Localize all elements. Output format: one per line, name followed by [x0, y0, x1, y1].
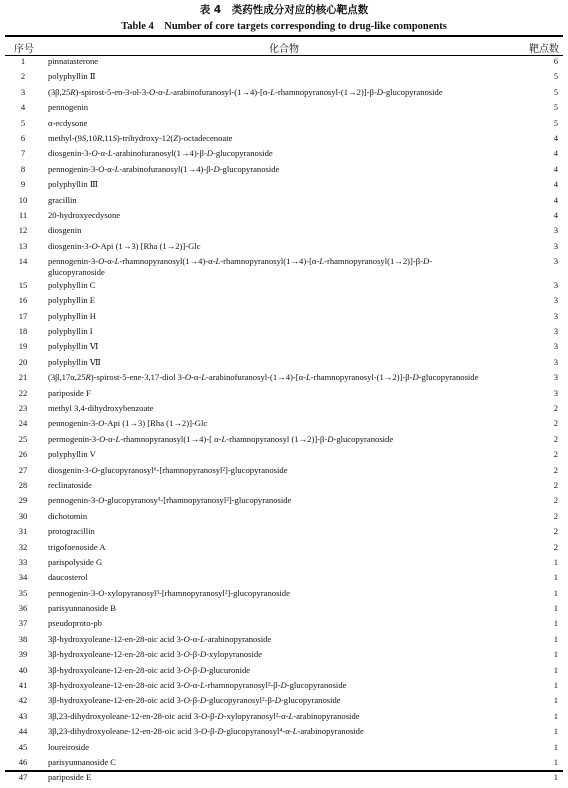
row-target-count: 1 — [553, 741, 558, 752]
row-compound: parisyunnanoside C — [48, 756, 117, 767]
row-compound: pennogenin-3-O-glucopyranosy³-[rhamnopyranosyl²]-glucopyranoside — [48, 495, 292, 506]
row-number: 9 — [20, 179, 26, 190]
row-compound: permogenin-3-O-α-L-rhamnopyranosyl(1→4)-[ α-L-rhamnopyranosyl (1→2)]-β-D-glucopyranoside — [48, 433, 394, 444]
row-number: 22 — [18, 387, 28, 398]
row-number: 3 — [20, 86, 26, 97]
row-target-count: 1 — [553, 680, 558, 691]
row-target-count: 1 — [553, 587, 558, 598]
row-number: 13 — [18, 240, 28, 251]
table-row — [5, 726, 563, 741]
row-number: 36 — [18, 603, 28, 614]
row-number: 34 — [18, 572, 28, 583]
row-compound: 20-hydroxyecdysone — [48, 209, 121, 220]
row-target-count: 6 — [553, 56, 558, 66]
row-compound: diosgenin-3-O-Api (1→3) [Rha (1→2)]-Glc — [48, 240, 201, 251]
row-number: 35 — [18, 587, 28, 598]
row-target-count: 4 — [553, 163, 558, 174]
table-row — [5, 480, 563, 495]
table-caption-en: Table 4 Number of core targets corresponding to drug-like components — [121, 21, 447, 32]
row-number: 10 — [18, 194, 28, 205]
row-number: 15 — [18, 279, 28, 290]
bottom-rule — [5, 770, 563, 772]
row-target-count: 3 — [553, 326, 558, 337]
table-row — [5, 280, 563, 295]
row-compound: 3β-hydroxyoleane-12-en-28-oic acid 3-O-β-D-glucopyranosyl²-β-D-glucopyranoside — [48, 695, 341, 706]
row-compound: 3β-hydroxyoleane-12-en-28-oic acid 3-O-β-D-xylopyranoside — [48, 649, 263, 660]
row-target-count: 1 — [553, 695, 558, 706]
row-number: 37 — [18, 618, 28, 629]
row-target-count: 3 — [553, 295, 558, 306]
row-target-count: 1 — [553, 710, 558, 721]
row-compound: parisyunnanoside B — [48, 603, 117, 614]
row-target-count: 3 — [553, 256, 558, 267]
row-number: 5 — [20, 117, 26, 128]
row-compound: 3β,23-dihydroxyoleane-12-en-28-oic acid 3-O-β-D-glucopyranosyl⁴-α-L-arabinopyranoside — [48, 726, 364, 737]
row-number: 11 — [18, 209, 28, 220]
row-number: 27 — [18, 464, 28, 475]
row-target-count: 1 — [553, 572, 558, 583]
row-number: 31 — [18, 526, 28, 537]
row-number: 46 — [18, 756, 28, 767]
row-compound: methyl 3,4-dihydroxybenzoate — [48, 403, 154, 413]
table-row — [5, 87, 563, 102]
row-target-count: 2 — [553, 510, 558, 521]
row-compound: parispolyside G — [48, 556, 103, 567]
header-targets: 靶点数 — [529, 44, 559, 55]
table-row — [5, 465, 563, 480]
table-row — [5, 256, 563, 280]
row-number: 14 — [18, 256, 28, 267]
row-target-count: 4 — [553, 132, 558, 143]
table-row — [5, 403, 563, 418]
row-number: 19 — [18, 341, 28, 352]
row-compound: reclinatoside — [48, 479, 92, 490]
row-number: 12 — [18, 225, 28, 236]
row-target-count: 1 — [553, 772, 558, 783]
row-target-count: 3 — [553, 225, 558, 236]
table-row — [5, 241, 563, 256]
row-compound: trigofoenoside A — [48, 541, 106, 552]
row-target-count: 1 — [553, 649, 558, 660]
row-target-count: 3 — [553, 279, 558, 290]
row-target-count: 5 — [553, 86, 558, 97]
table-row — [5, 102, 563, 117]
table-row — [5, 295, 563, 310]
row-compound: diosgenin-3-O-glucopyranosyl⁶-[rhamnopyranosyl²]-glucopyranoside — [48, 464, 288, 475]
table-row — [5, 326, 563, 341]
table-row — [5, 225, 563, 240]
row-target-count: 2 — [553, 526, 558, 537]
row-number: 42 — [18, 695, 28, 706]
row-target-count: 2 — [553, 449, 558, 460]
row-target-count: 3 — [553, 310, 558, 321]
row-number: 29 — [18, 495, 28, 506]
row-compound: polyphyllin I — [48, 326, 93, 337]
table-row — [5, 210, 563, 225]
row-compound: polyphyllin Ⅲ — [48, 179, 99, 190]
row-number: 40 — [18, 664, 28, 675]
header-compound: 化合物 — [269, 44, 299, 55]
row-compound: pariposide E — [48, 772, 92, 783]
row-compound: 3β-hydroxyoleane-12-en-28-oic acid 3-O-β-D-glucuronide — [48, 664, 251, 675]
row-compound: pennogenin-3-O-Api (1→3) [Rha (1→2)]-Glc — [48, 418, 208, 429]
row-compound: dichotomin — [48, 510, 88, 521]
table-row — [5, 56, 563, 71]
table-row — [5, 449, 563, 464]
table-row — [5, 603, 563, 618]
table-row — [5, 588, 563, 603]
header-no: 序号 — [14, 44, 34, 55]
row-compound: 3β-hydroxyoleane-12-en-28-oic acid 3-O-α-L-rhamnopyranosyl²-β-D-glucopyranoside — [48, 680, 347, 691]
row-number: 6 — [20, 132, 26, 143]
row-compound: pinnatasterone — [48, 56, 99, 66]
table-row — [5, 511, 563, 526]
row-number: 8 — [20, 163, 26, 174]
row-number: 21 — [18, 372, 28, 383]
row-target-count: 4 — [553, 209, 558, 220]
row-number: 45 — [18, 741, 28, 752]
table-row — [5, 148, 563, 163]
row-compound: (3β,25R)-spirost-5-en-3-ol-3-O-α-L-arabinofuranosyl-(1→4)-[α-L-rhamnopyranosyl-(1→2)]-β-D-glucopyranoside — [48, 86, 443, 97]
table-row — [5, 357, 563, 372]
row-target-count: 5 — [553, 117, 558, 128]
row-target-count: 3 — [553, 356, 558, 367]
row-number: 4 — [20, 102, 26, 113]
row-number: 16 — [18, 295, 28, 306]
row-number: 32 — [18, 541, 28, 552]
table-row — [5, 341, 563, 356]
row-compound: polyphyllin E — [48, 295, 96, 306]
row-compound: loureiroside — [48, 741, 90, 752]
table-row — [5, 526, 563, 541]
row-number: 17 — [18, 310, 28, 321]
row-compound: α-ecdysone — [48, 117, 88, 128]
table-row — [5, 557, 563, 572]
table-row — [5, 649, 563, 664]
table-row — [5, 542, 563, 557]
row-compound: polyphyllin Ⅶ — [48, 356, 101, 367]
table-row — [5, 618, 563, 633]
row-number: 38 — [18, 633, 28, 644]
table-row — [5, 495, 563, 510]
table-row — [5, 742, 563, 757]
row-target-count: 2 — [553, 479, 558, 490]
table-row — [5, 133, 563, 148]
row-target-count: 5 — [553, 102, 558, 113]
row-compound-continued: glucopyranoside — [48, 266, 105, 277]
row-number: 23 — [18, 403, 28, 413]
table-row — [5, 164, 563, 179]
row-compound: methyl-(9S,10R,11S)-trihydroxy-12(Z)-octadecenoate — [48, 132, 233, 143]
row-target-count: 1 — [553, 603, 558, 614]
table-caption-zh: 表 4 类药性成分对应的核心靶点数 — [199, 4, 369, 16]
row-target-count: 1 — [553, 556, 558, 567]
row-target-count: 3 — [553, 387, 558, 398]
row-target-count: 3 — [553, 372, 558, 383]
row-compound: polyphyllin V — [48, 449, 96, 460]
table-row — [5, 695, 563, 710]
row-number: 28 — [18, 479, 28, 490]
table-row — [5, 434, 563, 449]
table-row — [5, 179, 563, 194]
table-row — [5, 311, 563, 326]
row-compound: polyphyllin Ⅵ — [48, 341, 99, 352]
row-target-count: 2 — [553, 418, 558, 429]
table-row — [5, 665, 563, 680]
row-target-count: 1 — [553, 756, 558, 767]
row-compound: (3β,17α,25R)-spirost-5-ene-3,17-diol 3-O-α-L-arabinofuranosyl-(1→4)-[α-L-rhamnopyranosyl-(1→2)]-β-D-glucopyranoside — [48, 372, 479, 383]
row-number: 7 — [20, 148, 26, 159]
row-compound: pennogenin — [48, 102, 89, 113]
row-number: 20 — [18, 356, 28, 367]
row-number: 44 — [18, 726, 28, 737]
row-target-count: 4 — [553, 194, 558, 205]
row-compound: daucosterol — [48, 572, 88, 583]
table-header — [5, 37, 563, 55]
row-target-count: 3 — [553, 240, 558, 251]
row-compound: pennogenin-3-O-xylopyranosyl³-[rhamnopyranosyl²]-glucopyranoside — [48, 587, 290, 598]
row-number: 47 — [18, 772, 28, 783]
row-compound: pennogenin-3-O-α-L-arabinofuranosyl(1→4)-β-D-glucopyranoside — [48, 163, 280, 174]
row-target-count: 1 — [553, 726, 558, 737]
row-compound: polyphyllin H — [48, 310, 96, 321]
row-target-count: 2 — [553, 495, 558, 506]
row-compound: 3β-hydroxyoleane-12-en-28-oic acid 3-O-α-L-arabinopyranoside — [48, 633, 272, 644]
row-compound: diosgenin-3-O-α-L-arabinofuranosyl(1→4)-β-D-glucopyranoside — [48, 148, 273, 159]
row-target-count: 1 — [553, 664, 558, 675]
row-compound: pseudoproto-pb — [48, 618, 102, 629]
row-compound: protogracillin — [48, 526, 95, 537]
table-row — [5, 71, 563, 86]
row-number: 26 — [18, 449, 28, 460]
row-number: 24 — [18, 418, 28, 429]
row-target-count: 4 — [553, 148, 558, 159]
row-compound: polyphyllin Ⅱ — [48, 71, 96, 82]
table-row — [5, 195, 563, 210]
row-compound: diosgenin — [48, 225, 82, 236]
row-number: 43 — [18, 710, 28, 721]
row-compound: pennogenin-3-O-α-L-rhamnopyranosyl(1→4)-α-L-rhamnopyranosyl(1→4)-[α-L-rhamnopyranosyl(1→2)]-β-D- — [48, 256, 433, 267]
table-row — [5, 118, 563, 133]
table-row — [5, 772, 563, 787]
row-compound: 3β,23-dihydroxyoleane-12-en-28-oic acid 3-O-β-D-xylopyranosyl²-α-L-arabinopyranoside — [48, 710, 360, 721]
row-target-count: 2 — [553, 433, 558, 444]
table-body — [5, 56, 563, 788]
row-number: 33 — [18, 556, 28, 567]
table-row — [5, 372, 563, 387]
row-compound: polyphyllin C — [48, 279, 96, 290]
row-compound: gracillin — [48, 194, 77, 205]
table-row — [5, 418, 563, 433]
table-row — [5, 680, 563, 695]
row-target-count: 2 — [553, 403, 558, 413]
row-target-count: 2 — [553, 464, 558, 475]
row-target-count: 1 — [553, 633, 558, 644]
row-target-count: 4 — [553, 179, 558, 190]
row-number: 18 — [18, 326, 28, 337]
row-target-count: 1 — [553, 618, 558, 629]
row-compound: pariposide F — [48, 387, 91, 398]
row-number: 30 — [18, 510, 28, 521]
row-number: 1 — [20, 56, 26, 66]
row-target-count: 2 — [553, 541, 558, 552]
row-number: 2 — [20, 71, 26, 82]
table-row — [5, 634, 563, 649]
row-number: 41 — [18, 680, 28, 691]
row-target-count: 3 — [553, 341, 558, 352]
table-row — [5, 711, 563, 726]
row-number: 25 — [18, 433, 28, 444]
table-row — [5, 388, 563, 403]
row-number: 39 — [18, 649, 28, 660]
row-target-count: 5 — [553, 71, 558, 82]
table-row — [5, 572, 563, 587]
